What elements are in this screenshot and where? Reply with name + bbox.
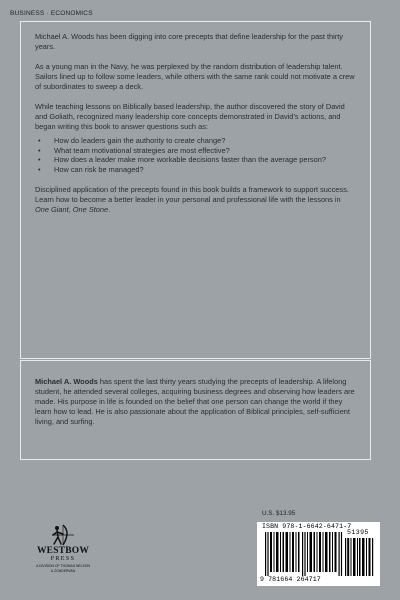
archer-icon (50, 523, 76, 547)
publisher-tagline-1: A DIVISION OF THOMAS NELSON (36, 564, 90, 568)
author-bio-box (20, 360, 371, 460)
blurb-box (20, 21, 371, 359)
publisher-tagline (24, 564, 102, 573)
question-item: • How does a leader make more workable decisions faster than the average person? (35, 155, 355, 165)
barcode (257, 522, 380, 586)
author-name: Michael A. Woods (35, 377, 98, 386)
addon-barcode-bars (345, 538, 375, 576)
price-code-digits: 51395 (347, 529, 369, 536)
blurb-paragraph-2: As a young man in the Navy, he was perplexed by the random distribution of leadership talent. Sailors lined up to follow some leaders, while others with the same rank could not motivate a crew of subordinates to sweep a deck. (35, 62, 355, 91)
blurb-paragraph-1: Michael A. Woods has been digging into core precepts that define leadership for the past thirty years. (35, 32, 343, 51)
question-item: • How do leaders gain the authority to create change? (35, 136, 355, 146)
publisher-tagline-2: & ZONDERVAN (50, 568, 76, 573)
publisher-press: PRESS (50, 556, 76, 562)
book-title: One Giant, One Stone (35, 204, 109, 214)
price-label: U.S. $13.95 (262, 510, 296, 517)
blurb-p4-end: . (108, 204, 111, 214)
isbn-label: ISBN 978-1-6642-6471-7 (262, 523, 352, 530)
author-bio-text: has spent the last thirty years studying the precepts of leadership. A lifelong student, he attended several colleges, acquiring business degrees and observing how leaders are made. His purpose in life is founded on the belief that one person can change the world if they learn how to lead. He is also passionate about the application of Biblical principles, self-sufficient living, and surfing. (35, 377, 355, 426)
author-bio (35, 377, 355, 427)
question-list (35, 136, 355, 175)
publisher-logo (28, 523, 98, 583)
category-label: BUSINESS · ECONOMICS (10, 10, 93, 17)
question-item: • What team motivational strategies are most effective? (35, 146, 355, 156)
publisher-name: WESTBOW (36, 546, 90, 556)
ean-barcode-bars (265, 532, 343, 576)
ean-digits: 9 781664 264717 (260, 576, 321, 583)
blurb-paragraph-3: While teaching lessons on Biblically based leadership, the author discovered the story of David and Goliath, recognized many leadership core concepts demonstrated in David’s actions, and began writing this book to answer questions such as: (35, 102, 345, 131)
question-item: • How can risk be managed? (35, 165, 355, 175)
blurb-paragraph-4 (35, 185, 355, 215)
blurb-p4-text: Disciplined application of the precepts found in this book builds a framework to support success. Learn how to become a better leader in your personal and professional life with the lessons in (35, 184, 349, 204)
